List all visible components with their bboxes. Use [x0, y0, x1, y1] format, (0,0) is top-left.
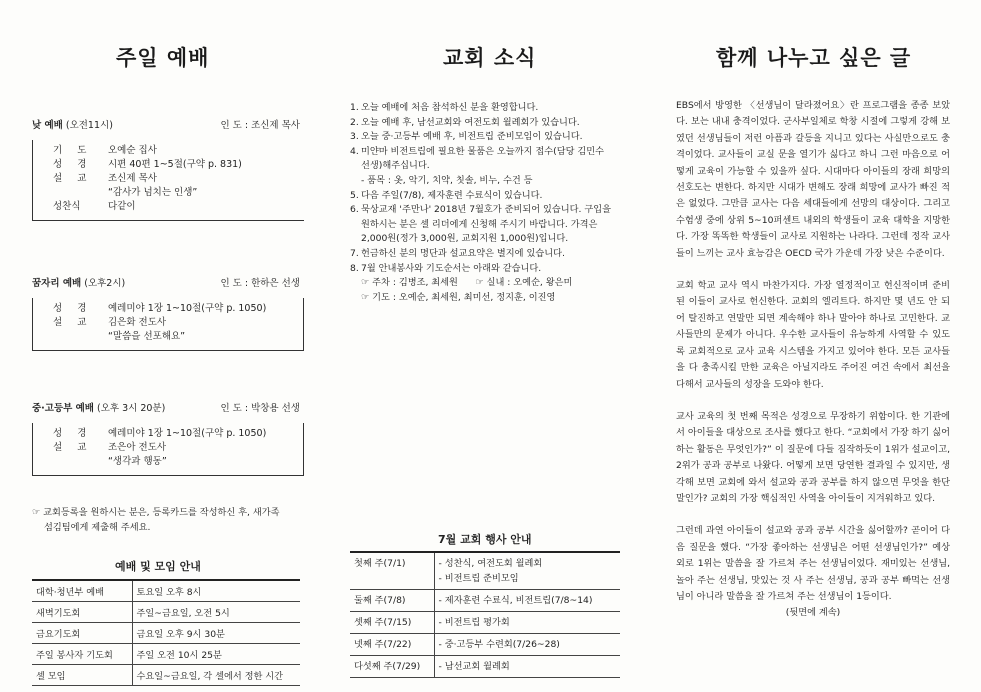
list-item: 6. 묵상교재 '주만나' 2018년 7월호가 준비되어 있습니다. 구입을 [350, 204, 611, 216]
order-row: 설 교 조은아 전도사 [53, 442, 167, 453]
table-row: 주일 봉사자 기도회 주일 오전 10시 25분 [32, 643, 300, 664]
dream-service-leader: 인 도 : 한하은 선생 [220, 278, 300, 289]
table-row: 둘째 주(7/8) - 제자훈련 수료식, 비전트립(7/8~14) [350, 590, 620, 612]
news-list: 1. 오늘 예배에 처음 참석하신 분을 환영합니다. 2. 오늘 예배 후, 남선교회와 여전도회 월례회가 있습니다. 3. 오늘 중·고등부 예배 후, 비전트립 준비모임이 있습니다. 4. 미얀마 비전트립에 필요한 물품은 오늘까지 접수(담당 김민수 선생)해주십니다. - 품목 : 옷, 악기, 치약, 칫솔, 비누, 수건 등 5. 다음 주일(7/8), 제자훈련 수료식이 있습니다. 6. 묵상교재 '주만나' 2018년 7월호가 준비되어 있습니다. 구입을 원하시는 분은 셀 리더에게 신청해 주시기 바랍니다. 가격은 2,000원(정가 3,000원, 교회지원 1,000원)입니다. 7. 헌금하신 분의 명단과 설교요약은 별지에 있습니다. 8. 7월 안내봉사와 기도순서는 아래와 같습니다. ☞ 주차 : 김병조, 최세원 ☞ 실내 : 오예순, 왕은미 ☞ 기도 : 오예순, 최세원, 최미선, 정지훈, 이진영 [350, 101, 620, 305]
essay-paragraph: 교사 교육의 첫 번째 목적은 성경으로 무장하기 위함이다. 한 기관에서 아이들을 대상으로 조사를 했다고 한다. “교회에서 가장 하기 싫어하는 활동은 무엇인가?” 이 질문에 다들 짐작하듯이 1위가 설교이고, 2위가 공과 공부로 나왔다. 어떻게 보면 당연한 결과일 수 있지만, 생각해 보면 교회에 와서 설교와 공과 공부를 하지 않으면 무엇을 한단 말인가? 교회의 가장 핵심적인 사역을 아이들이 지겨워하고 있다. [676, 410, 950, 504]
dream-service-header [32, 275, 300, 289]
registration-note: ☞ 교회등록을 원하시는 분은, 등록카드를 작성하신 후, 새가족 섬김팀에게 제출해 주세요. [32, 507, 280, 533]
events-table [350, 551, 620, 678]
list-item: 8. 7월 안내봉사와 기도순서는 아래와 같습니다. [350, 262, 542, 274]
news-column-title: 교회 소식 [443, 46, 537, 70]
day-service-time: (오전11시) [65, 120, 113, 131]
essay-paragraph: 그런데 과연 아이들이 설교와 공과 공부 시간을 싫어할까? 곧이어 다음 질문을 했다. “가장 좋아하는 선생님은 어떤 선생님인가?” 예상 외로 1위는 말씀을 잘 가르쳐 주는 선생님이었다. 재미있는 선생님, 놀아 주는 선생님, 맛있는 것 사 주는 선생님, 공과 공부 빠먹는 선생님이 아니라 말씀을 잘 가르쳐 주는 선생님이 1등이다. [676, 525, 950, 602]
essay-body [676, 98, 950, 622]
youth-service-time: (오후 3시 20분) [97, 403, 166, 414]
youth-service-name: 중·고등부 예배 [32, 403, 94, 414]
order-row: “감사가 넘치는 인생” [108, 187, 198, 198]
day-service-order [32, 140, 304, 221]
list-item: 1. 오늘 예배에 처음 참석하신 분을 환영합니다. [350, 102, 539, 113]
list-item: 2. 오늘 예배 후, 남선교회와 여전도회 월례회가 있습니다. [350, 116, 580, 128]
order-row: 설 교 조신제 목사 [53, 173, 157, 184]
list-item: 5. 다음 주일(7/8), 제자훈련 수료식이 있습니다. [350, 189, 543, 201]
hand-pointer-icon-line: ☞ 기도 : 오예순, 최세원, 최미선, 정지훈, 이진영 [361, 291, 556, 303]
list-item: 3. 오늘 중·고등부 예배 후, 비전트립 준비모임이 있습니다. [350, 131, 583, 143]
youth-service-order [32, 423, 304, 476]
day-service-name: 낮 예배 [32, 120, 63, 131]
table-row: 다섯째 주(7/29) - 남선교회 월례회 [350, 656, 620, 678]
day-service-header [32, 117, 300, 131]
youth-service-leader: 인 도 : 박창용 선생 [220, 403, 300, 414]
order-row: 성 경 예레미야 1장 1~10절(구약 p. 1050) [53, 428, 267, 439]
dream-service-order [32, 298, 304, 351]
order-row: 성찬식 다같이 [53, 201, 136, 212]
order-row: 기 도 오예순 집사 [53, 145, 157, 156]
essay-paragraph: EBS에서 방영한 〈선생님이 달라졌어요〉란 프로그램을 종종 보았다. 보는 내내 충격이었다. 군사부일체로 학창 시절에 그렇게 강해 보였던 선생님들이 저런 아픔과 갈등을 지니고 있다는 사실만으로도 충격이었다. 교사들이 교실 문을 열기가 싫다고 하니 그런 마음으로 어떻게 교육이 가능할 수 있을까 싶다. 시대마다 아이들의 장래 희망의 선호도는 변한다. 하지만 시대가 변해도 장래 희망에 교사가 빠진 적은 없었다. 그만큼 교사는 다음 세대들에게 선망의 대상이다. 그리고 수험생 중에 상위 5~10퍼센트 내외의 학생들이 교육 대학을 지망한다. 가장 똑똑한 학생들이 교사로 지원하는 나라다. 그런데 정작 교사들이 느끼는 교사 효능감은 OECD 국가 가운데 가장 낮은 수준이다. [676, 100, 950, 259]
dream-service-name: 꿈자리 예배 [32, 278, 82, 289]
order-row: 성 경 예레미야 1장 1~10절(구약 p. 1050) [53, 303, 267, 314]
order-row: “말씀을 선포해요” [108, 331, 186, 342]
list-item: 7. 헌금하신 분의 명단과 설교요약은 별지에 있습니다. [350, 247, 565, 259]
meetings-table [32, 579, 300, 686]
table-row: 금요기도회 금요일 오후 9시 30분 [32, 622, 300, 643]
sharing-column-title: 함께 나누고 싶은 글 [716, 46, 912, 70]
hand-pointer-icon-line: ☞ 주차 : 김병조, 최세원 ☞ 실내 : 오예순, 왕은미 [361, 277, 573, 289]
meetings-title: 예배 및 모임 안내 [115, 560, 201, 573]
table-row: 넷째 주(7/22) - 중·고등부 수련회(7/26~28) [350, 634, 620, 656]
table-row: 셋째 주(7/15) - 비전트립 평가회 [350, 612, 620, 634]
dream-service-time: (오후2시) [84, 278, 126, 289]
table-row: 새벽기도회 주일~금요일, 오전 5시 [32, 601, 300, 622]
continued-note: (뒷면에 계속) [785, 607, 841, 619]
table-row: 대학·청년부 예배 토요일 오후 8시 [32, 580, 300, 601]
order-row: 성 경 시편 40편 1~5절(구약 p. 831) [53, 159, 242, 170]
order-row: 설 교 김은화 전도사 [53, 317, 167, 328]
day-service-leader: 인 도 : 조신제 목사 [220, 120, 300, 131]
table-row: 셀 모임 수요일~금요일, 각 셀에서 정한 시간 [32, 664, 300, 685]
order-row: “생각과 행동” [108, 456, 167, 467]
youth-service-header [32, 400, 300, 414]
worship-column-title: 주일 예배 [116, 46, 210, 70]
events-title: 7월 교회 행사 안내 [438, 533, 532, 546]
essay-paragraph: 교회 학교 교사 역시 마찬가지다. 가장 열정적이고 헌신적이며 준비된 이들이 교사로 헌신한다. 교회의 엘리트다. 하지만 몇 년도 안 되어 탈진하고 연말만 되면 계속해야 하나 말아야 하나로 고민한다. 교사들만의 문제가 아니다. 우수한 교사들이 유능하게 사역할 수 있도록 교회적으로 교사 교육 시스템을 가지고 있어야 한다. 모든 교사들을 다 충족시킬 만한 교육은 아닐지라도 주어진 여건 속에서 최선을 다해서 교사들의 성장을 도와야 한다. [676, 280, 950, 390]
list-item: 4. 미얀마 비전트립에 필요한 물품은 오늘까지 접수(담당 김민수 [350, 145, 604, 157]
table-row: 첫째 주(7/1) - 성찬식, 여전도회 월례회 - 비전트립 준비모임 [350, 552, 620, 590]
